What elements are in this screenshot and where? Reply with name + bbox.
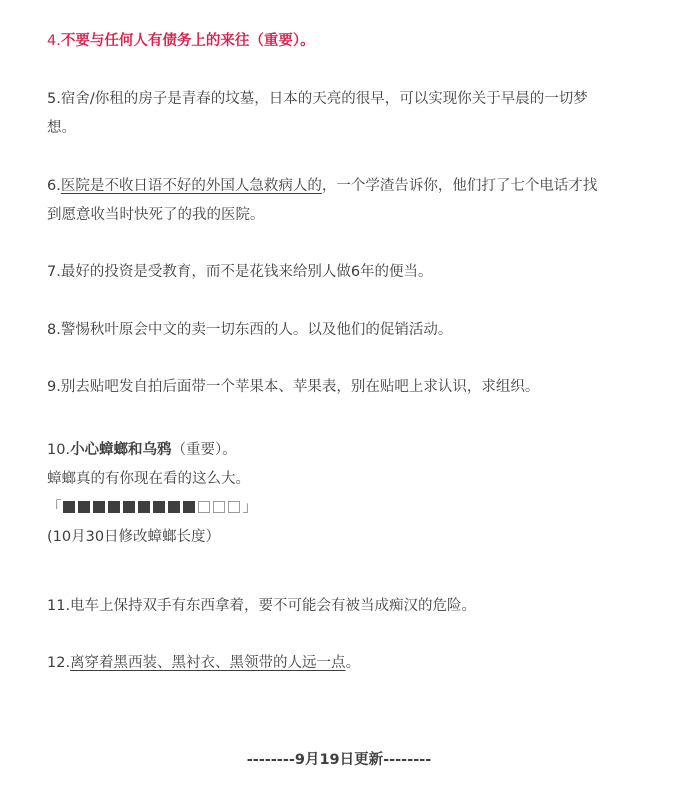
bar-square-filled: [183, 501, 195, 513]
bar-open-bracket: 「: [47, 500, 63, 516]
item-10-note: (10月30日修改蟑螂长度）: [47, 529, 221, 545]
item-12-underlined-text: 离穿着黑西装、黑衬衣、黑领带的人远一点: [70, 655, 346, 671]
item-4-text: 不要与任何人有债务上的来往（重要）: [60, 33, 301, 49]
bar-square-filled: [153, 501, 165, 513]
bar-square-empty: [198, 501, 210, 513]
item-12-number: 12.: [47, 655, 71, 671]
item-9: 9.别去贴吧发自拍后面带一个苹果本、苹果表，别在贴吧上求认识，求组织。: [47, 379, 540, 395]
item-5-line1: 5.宿舍/你租的房子是青春的坟墓，日本的天亮的很早，可以实现你关于早晨的一切梦: [47, 91, 588, 107]
item-6: [47, 172, 647, 230]
update-divider: --------9月19日更新--------: [246, 752, 432, 768]
item-10-heading: [47, 436, 647, 465]
bar-square-filled: [93, 501, 105, 513]
item-12: [47, 649, 647, 678]
item-11: 11.电车上保持双手有东西拿着，要不可能会有被当成痴汉的危险。: [47, 598, 477, 614]
bar-square-filled: [123, 501, 135, 513]
item-4: [47, 27, 647, 56]
item-7: 7.最好的投资是受教育，而不是花钱来给别人做6年的便当。: [47, 264, 433, 280]
bar-square-empty: [228, 501, 240, 513]
item-10-line2: 蟑螂真的有你现在看的这么大。: [47, 471, 250, 487]
item-10-number: 10.: [47, 442, 71, 458]
bar-close-bracket: 」: [242, 500, 258, 516]
item-6-rest: ，一个学渣告诉你，他们打了七个电话才找: [321, 178, 598, 194]
bar-square-filled: [63, 501, 75, 513]
item-10: [47, 436, 647, 552]
bar-square-filled: [78, 501, 90, 513]
item-6-line1: [47, 172, 647, 201]
bar-square-filled: [108, 501, 120, 513]
item-4-number: 4.: [47, 33, 61, 49]
item-4-suffix: 。: [300, 33, 315, 49]
bar-square-empty: [213, 501, 225, 513]
cockroach-length-bar: [47, 494, 647, 523]
item-6-line2: 到愿意收当时快死了的我的医院。: [47, 207, 265, 223]
bar-square-filled: [138, 501, 150, 513]
bar-square-filled: [168, 501, 180, 513]
item-10-bold-text: 小心蟑螂和乌鸦: [70, 442, 172, 458]
item-5-line2: 想。: [47, 120, 76, 136]
item-10-suffix: （重要）。: [171, 442, 237, 458]
item-6-number: 6.: [47, 178, 61, 194]
item-6-underlined-text: 医院是不收日语不好的外国人急救病人的: [60, 178, 322, 194]
item-12-suffix: 。: [345, 655, 361, 671]
bar-squares: [63, 500, 243, 516]
item-5: [47, 85, 647, 143]
item-8: 8.警惕秋叶原会中文的卖一切东西的人。以及他们的促销活动。: [47, 322, 453, 338]
